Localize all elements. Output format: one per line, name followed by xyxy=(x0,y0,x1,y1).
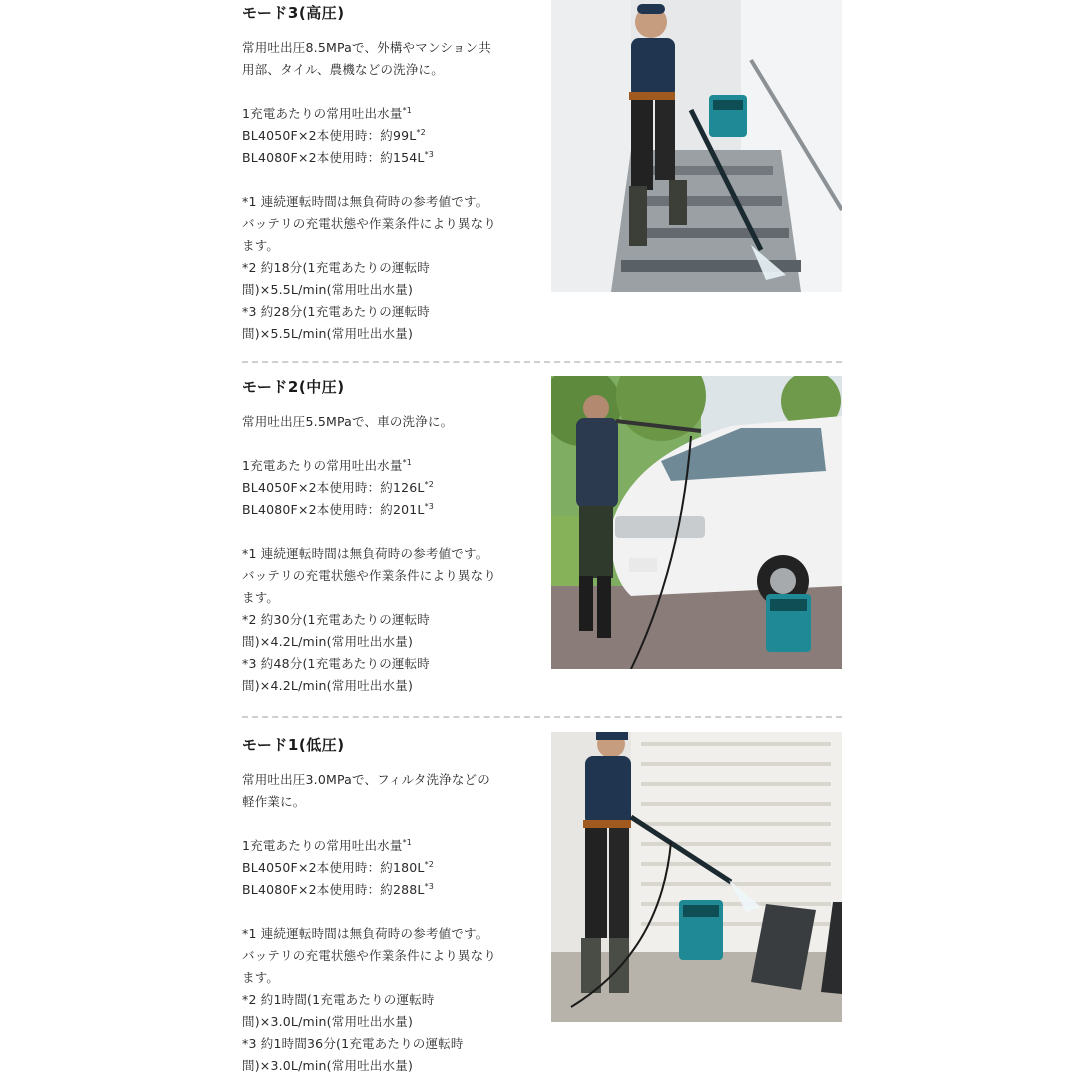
mode-3-section xyxy=(242,2,842,352)
mode-2-text xyxy=(242,376,542,697)
mode-3-note-2: *2 約18分(1充電あたりの運転時 xyxy=(242,260,431,275)
mode-1-note-1-end: ます。 xyxy=(242,970,280,985)
mode-1-note-1-cont: バッテリの充電状態や作業条件により異なり xyxy=(242,948,497,963)
mode-2-note-3: *3 約48分(1充電あたりの運転時 xyxy=(242,656,431,671)
mode-2-section xyxy=(242,376,842,706)
mode-1-desc-line-1: 常用吐出圧3.0MPaで、フィルタ洗浄などの xyxy=(242,772,490,787)
mode-1-note-3-cont: 間)×3.0L/min(常用吐出水量) xyxy=(242,1058,414,1073)
mode-3-note-1-cont: バッテリの充電状態や作業条件により異なり xyxy=(242,216,497,231)
mode-2-note-2-cont: 間)×4.2L/min(常用吐出水量) xyxy=(242,634,414,649)
mode-3-note-3: *3 約28分(1充電あたりの運転時 xyxy=(242,304,431,319)
mode-2-bl4050: BL4050F×2本使用時：約$126L^{*2}$ xyxy=(242,479,435,495)
section-divider-1 xyxy=(242,361,842,363)
mode-1-note-1: *1 連続運転時間は無負荷時の参考値です。 xyxy=(242,926,489,941)
mode-1-note-2-cont: 間)×3.0L/min(常用吐出水量) xyxy=(242,1014,414,1029)
mode-3-note-1-end: ます。 xyxy=(242,238,280,253)
mode-3-text xyxy=(242,2,542,345)
mode-3-bl4050: BL4050F×2本使用時：約$99L^{*2}$ xyxy=(242,127,426,143)
mode-2-note-2: *2 約30分(1充電あたりの運転時 xyxy=(242,612,431,627)
mode-1-desc-line-2: 軽作業に。 xyxy=(242,794,306,809)
mode-1-bl4080: BL4080F×2本使用時：約$288L^{*3}$ xyxy=(242,881,435,897)
mode-3-note-2-cont: 間)×5.5L/min(常用吐出水量) xyxy=(242,282,414,297)
section-divider-2 xyxy=(242,716,842,718)
mode-2-note-1-end: ます。 xyxy=(242,590,280,605)
mode-2-desc-line-1: 常用吐出圧5.5MPaで、車の洗浄に。 xyxy=(242,414,454,429)
mode-2-bl4080: BL4080F×2本使用時：約$201L^{*3}$ xyxy=(242,501,435,517)
mode-1-section xyxy=(242,734,842,1080)
mode-2-note-1: *1 連続運転時間は無負荷時の参考値です。 xyxy=(242,546,489,561)
mode-3-note-1: *1 連続運転時間は無負荷時の参考値です。 xyxy=(242,194,489,209)
mode-3-desc-line-1: 常用吐出圧8.5MPaで、外構やマンション共 xyxy=(242,40,491,55)
mode-3-bl4080: BL4080F×2本使用時：約$154L^{*3}$ xyxy=(242,149,435,165)
mode-2-title: モード2(中圧) xyxy=(242,378,345,396)
mode-2-volume-header: 1充電あたりの常用吐出水量$^{*1}$ xyxy=(242,457,413,473)
mode-3-desc-line-2: 用部、タイル、農機などの洗浄に。 xyxy=(242,62,444,77)
mode-1-note-2: *2 約1時間(1充電あたりの運転時 xyxy=(242,992,435,1007)
mode-1-photo xyxy=(551,732,842,1022)
mode-1-title: モード1(低圧) xyxy=(242,736,345,754)
mode-1-bl4050: BL4050F×2本使用時：約$180L^{*2}$ xyxy=(242,859,435,875)
mode-3-volume-header: 1充電あたりの常用吐出水量$^{*1}$ xyxy=(242,105,413,121)
mode-2-note-1-cont: バッテリの充電状態や作業条件により異なり xyxy=(242,568,497,583)
mode-1-volume-header: 1充電あたりの常用吐出水量$^{*1}$ xyxy=(242,837,413,853)
mode-1-text xyxy=(242,734,542,1077)
mode-3-photo xyxy=(551,0,842,292)
mode-3-note-3-cont: 間)×5.5L/min(常用吐出水量) xyxy=(242,326,414,341)
mode-2-note-3-cont: 間)×4.2L/min(常用吐出水量) xyxy=(242,678,414,693)
mode-1-note-3: *3 約1時間36分(1充電あたりの運転時 xyxy=(242,1036,464,1051)
mode-2-photo xyxy=(551,376,842,669)
mode-3-title: モード3(高圧) xyxy=(242,4,345,22)
